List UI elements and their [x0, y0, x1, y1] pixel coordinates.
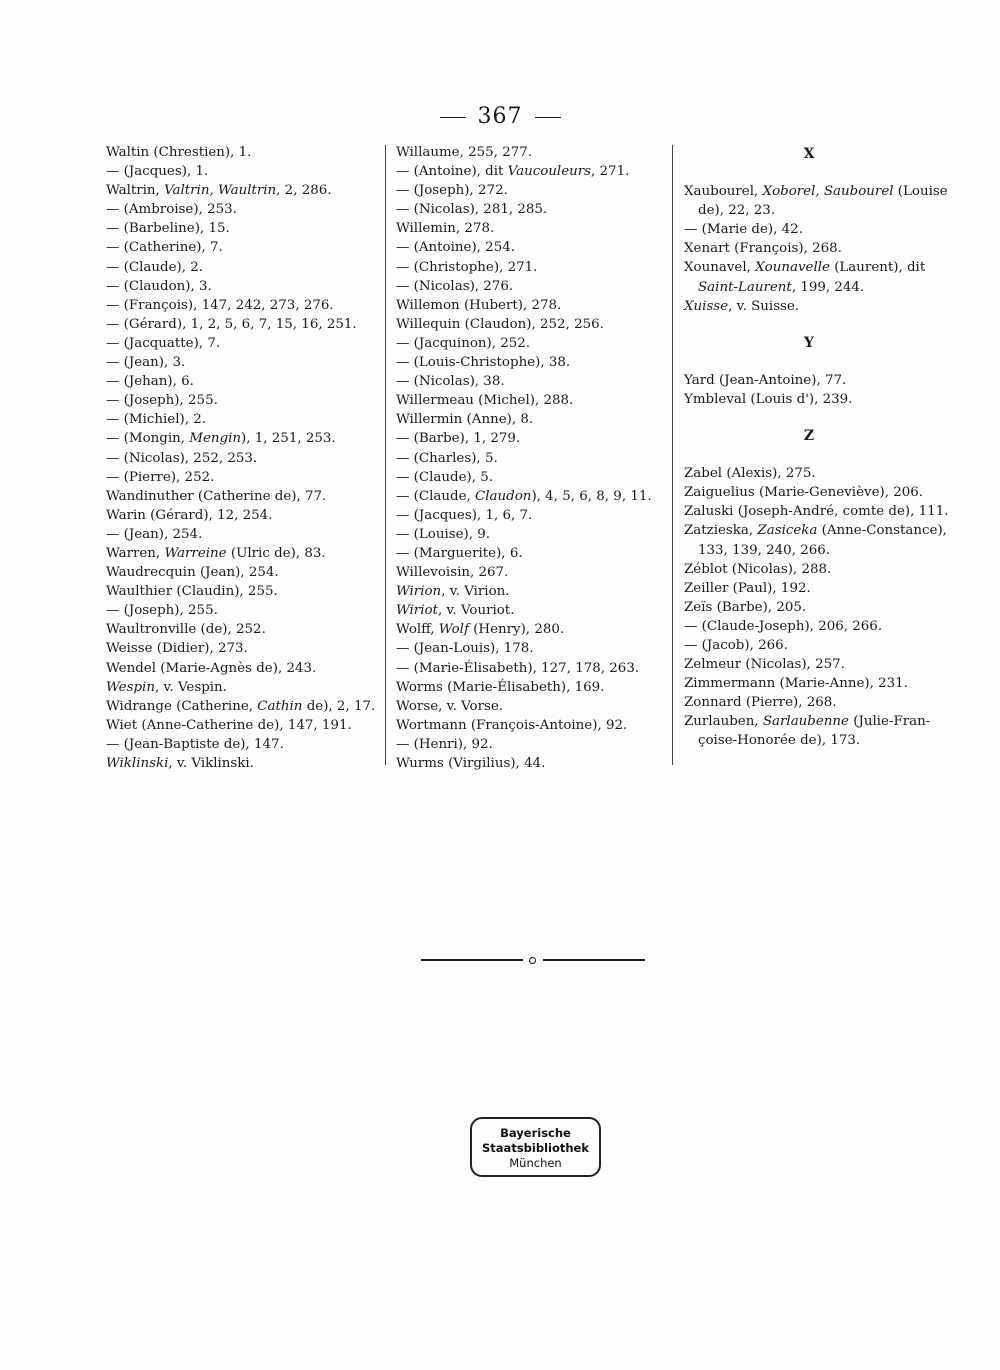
entry-text: Willevoisin, 267. — [396, 565, 509, 581]
section-letter: Z — [803, 428, 815, 445]
index-entry — [106, 219, 376, 238]
index-entry — [106, 506, 376, 525]
entry-text: Wendel (Marie-Agnès de), 243. — [106, 660, 317, 676]
entry-text: — (Christophe), 271. — [396, 259, 538, 275]
entry-text: Willemon (Hubert), 278. — [396, 297, 562, 313]
entry-text: Warren, — [106, 545, 165, 561]
index-entry — [396, 277, 666, 296]
index-column-1 — [106, 143, 376, 773]
index-entry — [106, 525, 376, 544]
entry-text: Willaume, 255, 277. — [396, 145, 533, 160]
entry-text: , v. Viklinski. — [168, 756, 254, 771]
entry-text: — (Nicolas), 276. — [396, 278, 514, 294]
entry-text: Waltin (Chrestien), 1. — [106, 145, 252, 160]
index-entry — [106, 678, 376, 697]
entry-text: — (Joseph), 255. — [106, 603, 218, 619]
entry-variant-text: Wiriot — [396, 603, 438, 619]
index-entry — [396, 429, 666, 448]
entry-text: — (Joseph), 255. — [106, 393, 218, 409]
index-entry — [684, 655, 954, 674]
entry-text: Ymbleval (Louis d'), 239. — [684, 391, 853, 407]
entry-variant-text: Wirion — [396, 584, 442, 600]
index-entry — [106, 582, 376, 601]
entry-variant-text: Wolf — [438, 622, 469, 638]
page-number-dash-right — [535, 117, 561, 118]
entry-variant-text: Zasiceka — [757, 523, 818, 539]
index-entry — [106, 372, 376, 391]
index-entry — [106, 620, 376, 639]
entry-text: Xenart (François), 268. — [684, 241, 842, 257]
index-column-2 — [396, 143, 666, 773]
index-entry — [396, 563, 666, 582]
index-entry — [396, 506, 666, 525]
index-entry — [106, 258, 376, 277]
index-entry — [106, 162, 376, 181]
index-entry — [106, 468, 376, 487]
entry-text: Wiet (Anne-Catherine de), 147, 191. — [106, 717, 352, 733]
entry-text: (Ulric de), 83. — [226, 545, 326, 561]
entry-text: — (Barbe), 1, 279. — [396, 431, 521, 447]
entry-text: — (Jacques), 1, 6, 7. — [396, 507, 533, 523]
ornament-line-right — [543, 959, 645, 961]
entry-text: (Julie-Fran- — [848, 714, 931, 730]
index-entry — [106, 238, 376, 257]
entry-text: Zimmermann (Marie-Anne), 231. — [684, 676, 908, 692]
end-ornament — [421, 957, 645, 963]
entry-text: (Anne-Constance), — [817, 523, 947, 539]
entry-text: — (Jacob), 266. — [684, 637, 788, 653]
entry-text: Zeiller (Paul), 192. — [684, 580, 811, 596]
index-entry — [396, 410, 666, 429]
index-entry — [396, 620, 666, 639]
entry-variant-text: Xoborel, Saubourel — [762, 184, 894, 200]
entry-text: — (Louise), 9. — [396, 526, 491, 542]
index-entry — [106, 487, 376, 506]
index-entry — [106, 639, 376, 658]
index-entry — [684, 239, 954, 258]
index-entry — [684, 390, 954, 409]
entry-text: — (Claude), 5. — [396, 469, 494, 485]
index-entry — [396, 678, 666, 697]
entry-text: , v. Virion. — [441, 584, 510, 600]
entry-text: , v. Vouriot. — [437, 603, 515, 619]
index-entry — [396, 219, 666, 238]
entry-text: — (Jacquatte), 7. — [106, 335, 221, 351]
entry-text: Zonnard (Pierre), 268. — [684, 695, 837, 711]
stamp-line-2: Staatsbibliothek — [482, 1141, 589, 1155]
entry-text: Warin (Gérard), 12, 254. — [106, 507, 273, 523]
entry-text: — (Nicolas), 281, 285. — [396, 202, 548, 218]
entry-text: — (Claude), 2. — [106, 259, 204, 275]
index-entry — [684, 464, 954, 483]
entry-text: — (Louis-Christophe), 38. — [396, 355, 571, 371]
entry-text: — (Jean), 3. — [106, 355, 186, 371]
entry-text: 133, 139, 240, 266. — [698, 542, 831, 558]
index-entry — [684, 297, 954, 316]
index-entry — [684, 521, 954, 540]
entry-text: ), 1, 251, 253. — [241, 431, 336, 447]
index-entry — [106, 735, 376, 754]
entry-text: — (Henri), 92. — [396, 736, 493, 752]
entry-text: Willermeau (Michel), 288. — [396, 393, 574, 409]
index-entry — [396, 735, 666, 754]
index-entry — [684, 541, 954, 560]
entry-variant-text: Valtrin, Waultrin — [164, 183, 277, 199]
entry-text: Zelmeur (Nicolas), 257. — [684, 657, 845, 673]
entry-text: — (Nicolas), 38. — [396, 374, 505, 390]
entry-text: Willequin (Claudon), 252, 256. — [396, 316, 604, 332]
entry-variant-text: Warreine — [164, 545, 227, 561]
entry-text: Wurms (Virgilius), 44. — [396, 756, 546, 771]
entry-text: — (Jacquinon), 252. — [396, 335, 531, 351]
index-entry — [684, 693, 954, 712]
stamp-line-1: Bayerische — [500, 1126, 571, 1140]
index-entry — [396, 372, 666, 391]
index-entry — [684, 636, 954, 655]
entry-text: Zéblot (Nicolas), 288. — [684, 561, 832, 577]
index-entry — [684, 278, 954, 297]
index-entry — [396, 200, 666, 219]
entry-text: — (Michiel), 2. — [106, 412, 206, 428]
index-entry — [106, 449, 376, 468]
entry-text: Weisse (Didier), 273. — [106, 641, 248, 657]
index-entry — [396, 181, 666, 200]
entry-text: — (Claude-Joseph), 206, 266. — [684, 618, 883, 634]
index-entry — [684, 220, 954, 239]
index-entry — [106, 754, 376, 773]
entry-text: — (Claude, — [396, 488, 476, 504]
index-entry — [684, 371, 954, 390]
index-entry — [396, 353, 666, 372]
section-letter: X — [803, 146, 815, 162]
index-entry — [106, 143, 376, 162]
entry-text: ), 4, 5, 6, 8, 9, 11. — [531, 488, 652, 504]
index-entry — [396, 754, 666, 773]
entry-text: Waltrin, — [106, 183, 165, 199]
index-entry — [396, 315, 666, 334]
entry-text: (Henry), 280. — [468, 622, 565, 638]
entry-variant-text: Vaucouleurs — [507, 164, 592, 180]
entry-text: — (Charles), 5. — [396, 450, 498, 466]
section-letter: Y — [804, 334, 814, 351]
entry-variant-text: Xounavelle — [755, 260, 830, 276]
entry-text: Willermin (Anne), 8. — [396, 412, 534, 428]
entry-text: — (Antoine), 254. — [396, 240, 515, 256]
ornament-dot — [529, 957, 536, 964]
index-entry — [396, 391, 666, 410]
index-entry — [684, 560, 954, 579]
entry-text: Zurlauben, — [684, 714, 763, 730]
index-entry — [396, 544, 666, 563]
library-stamp — [470, 1117, 601, 1177]
index-entry — [396, 162, 666, 181]
index-entry — [106, 200, 376, 219]
entry-text: — (Jean), 254. — [106, 526, 203, 542]
index-entry — [396, 697, 666, 716]
index-entry — [106, 544, 376, 563]
entry-text: — (Antoine), dit — [396, 164, 508, 180]
column-divider-1 — [385, 145, 386, 765]
index-entry — [396, 601, 666, 620]
entry-text: — (Ambroise), 253. — [106, 202, 237, 218]
page-number-dash-left — [440, 117, 466, 118]
entry-variant-text: Cathin — [257, 698, 303, 714]
entry-text: Worms (Marie-Élisabeth), 169. — [396, 679, 605, 695]
entry-text: , 271. — [591, 164, 630, 180]
index-entry — [106, 334, 376, 353]
entry-text: (Laurent), dit — [829, 260, 926, 276]
entry-text: çoise-Honorée de), 173. — [698, 733, 861, 749]
entry-variant-text: Saint-Laurent — [698, 279, 792, 295]
entry-text: de), 2, 17. — [302, 698, 376, 714]
entry-text: Xounavel, — [684, 260, 756, 276]
entry-text: — (Jehan), 6. — [106, 374, 194, 390]
index-entry — [684, 483, 954, 502]
index-entry — [396, 487, 666, 506]
entry-variant-text: Claudon — [475, 488, 532, 504]
index-entry — [396, 659, 666, 678]
index-entry — [684, 617, 954, 636]
entry-text: Willemin, 278. — [396, 221, 495, 237]
index-entry — [396, 582, 666, 601]
entry-text: Zabel (Alexis), 275. — [684, 466, 816, 482]
index-entry — [684, 598, 954, 617]
entry-text: Waulthier (Claudin), 255. — [106, 584, 278, 600]
index-entry — [106, 697, 376, 716]
page-number-text: 367 — [477, 104, 523, 129]
entry-variant-text: Wespin — [106, 679, 155, 695]
entry-text: Widrange (Catherine, — [106, 698, 258, 714]
entry-text: de), 22, 23. — [698, 203, 776, 219]
entry-text: — (Marie de), 42. — [684, 222, 803, 238]
entry-text: — (François), 147, 242, 273, 276. — [106, 297, 334, 313]
entry-text: , v. Vespin. — [154, 679, 227, 695]
index-entry — [396, 525, 666, 544]
entry-text: — (Jean-Louis), 178. — [396, 641, 534, 657]
index-entry — [684, 182, 954, 201]
entry-variant-text: Sarlaubenne — [762, 714, 849, 730]
entry-text: Zaluski (Joseph-André, comte de), 111. — [684, 504, 949, 520]
index-entry — [106, 601, 376, 620]
index-entry — [106, 429, 376, 448]
index-entry — [106, 410, 376, 429]
index-entry — [684, 258, 954, 277]
index-entry — [396, 334, 666, 353]
entry-variant-text: Mengin — [189, 431, 242, 447]
entry-text: Wortmann (François-Antoine), 92. — [396, 717, 628, 733]
index-entry — [684, 712, 954, 731]
index-entry — [106, 659, 376, 678]
index-entry — [684, 502, 954, 521]
index-entry — [396, 716, 666, 735]
index-entry — [106, 353, 376, 372]
index-entry — [396, 143, 666, 162]
entry-text: (Louise — [893, 184, 948, 200]
entry-text: — (Jean-Baptiste de), 147. — [106, 736, 284, 752]
page-number — [0, 104, 1000, 129]
entry-text: — (Jacques), 1. — [106, 164, 209, 180]
entry-text: — (Gérard), 1, 2, 5, 6, 7, 15, 16, 251. — [106, 316, 357, 332]
index-entry — [106, 277, 376, 296]
stamp-line-3: München — [509, 1156, 562, 1170]
entry-text: Zaiguelius (Marie-Geneviève), 206. — [684, 485, 924, 501]
index-entry — [684, 674, 954, 693]
index-entry — [396, 238, 666, 257]
index-column-3 — [684, 143, 954, 751]
entry-text: , v. Suisse. — [728, 298, 800, 314]
index-entry — [396, 639, 666, 658]
entry-text: Wandinuther (Catherine de), 77. — [106, 488, 327, 504]
entry-text: Xaubourel, — [684, 184, 763, 200]
entry-text: Zatzieska, — [684, 523, 758, 539]
index-entry — [106, 563, 376, 582]
index-entry — [106, 315, 376, 334]
index-entry — [684, 731, 954, 750]
entry-text: — (Pierre), 252. — [106, 469, 215, 485]
entry-text: Waudrecquin (Jean), 254. — [106, 565, 279, 581]
column-divider-2 — [672, 145, 673, 765]
index-entry — [396, 468, 666, 487]
entry-text: , 2, 286. — [276, 183, 332, 199]
index-entry — [396, 258, 666, 277]
index-entry — [684, 201, 954, 220]
entry-text: Worse, v. Vorse. — [396, 698, 504, 714]
entry-text: — (Claudon), 3. — [106, 278, 212, 294]
index-entry — [106, 181, 376, 200]
index-entry — [684, 579, 954, 598]
entry-text: — (Nicolas), 252, 253. — [106, 450, 258, 466]
entry-text: — (Catherine), 7. — [106, 240, 223, 256]
entry-text: — (Marguerite), 6. — [396, 545, 523, 561]
entry-text: — (Marie-Élisabeth), 127, 178, 263. — [396, 660, 640, 676]
index-entry — [106, 716, 376, 735]
entry-text: , 199, 244. — [791, 279, 865, 295]
index-entry — [396, 449, 666, 468]
entry-text: Yard (Jean-Antoine), 77. — [684, 372, 847, 388]
entry-variant-text: Wiklinski — [106, 756, 169, 771]
entry-text: Waultronville (de), 252. — [106, 622, 266, 638]
entry-text: — (Mongin, — [106, 431, 190, 447]
index-entry — [396, 296, 666, 315]
entry-text: Wolff, — [396, 622, 439, 638]
ornament-line-left — [421, 959, 523, 961]
index-entry — [106, 296, 376, 315]
entry-text: Zeïs (Barbe), 205. — [684, 599, 807, 615]
entry-variant-text: Xuisse — [684, 298, 729, 314]
entry-text: — (Joseph), 272. — [396, 183, 508, 199]
entry-text: — (Barbeline), 15. — [106, 221, 230, 237]
index-entry — [106, 391, 376, 410]
